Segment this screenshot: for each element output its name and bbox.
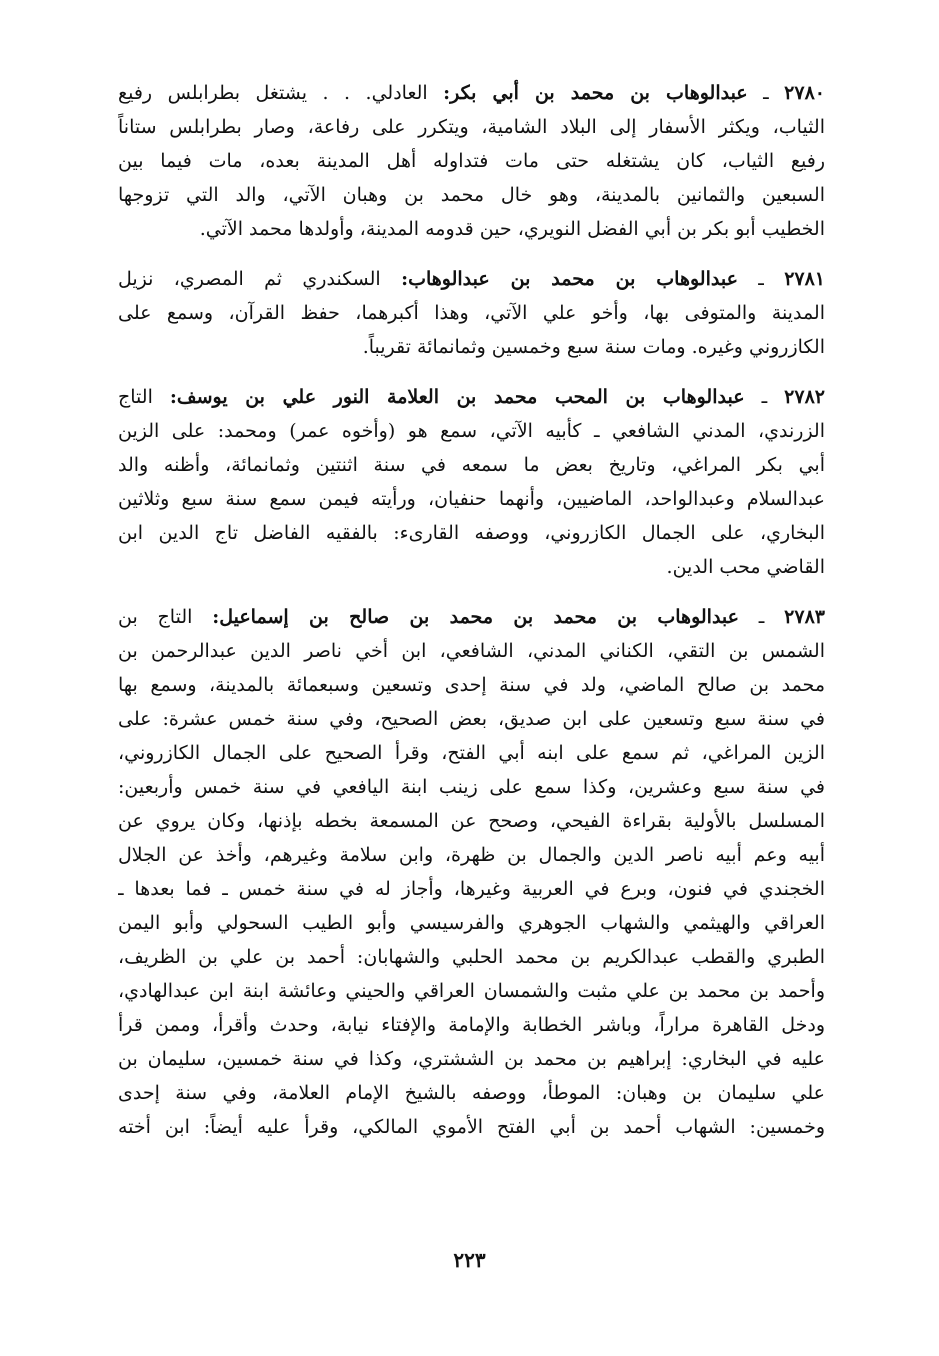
entry-number: ٢٧٨٣ [784, 606, 825, 628]
text-line: ٢٧٨٢ ـ عبدالوهاب بن المحب محمد بن العلامة النور علي بن يوسف: التاج [118, 386, 825, 408]
text-line: الشمس بن التقي، الكناني المدني، الشافعي، ابن أخي ناصر الدين عبدالرحمن بن [118, 640, 825, 662]
text-line: علي سليمان بن وهبان: الموطأ، ووصفه بالشيخ الإمام العلامة، وفي سنة إحدى [118, 1082, 825, 1104]
text-line: الخجندي في فنون، وبرع في العربية وغيرها، وأجاز له في سنة خمس ـ فما بعدها ـ [118, 878, 825, 900]
text-line: وخمسين: الشهاب أحمد بن أبي الفتح الأموي المالكي، وقرأ عليه أيضاً: ابن أخته [118, 1116, 825, 1138]
text-line: أبي بكر المراغي، وتاريخ بعض ما سمعه في سنة اثنتين وثمانمائة، وأظنه والد [118, 454, 825, 476]
text-line: القاضي محب الدين. [666, 556, 825, 578]
biography-entry-2783 [118, 600, 825, 1144]
text-line: الطبري والقطب عبدالكريم بن محمد الحلبي والشهابان: أحمد بن علي بن الظريف، [118, 946, 825, 968]
page-number: ٢٢٣ [453, 1248, 486, 1272]
entry-text: التاج [118, 386, 153, 408]
text-line: في سنة سبع وعشرين، وكذا سمع على زينب ابنة اليافعي في سنة خمس وأربعين: [118, 776, 825, 798]
text-line: السبعين والثمانين بالمدينة، وهو خال محمد بن وهبان الآتي، والد التي تزوجها [118, 184, 825, 206]
entry-heading: عبدالوهاب بن محمد بن محمد بن صالح بن إسماعيل: [212, 606, 739, 628]
text-line: محمد بن صالح الماضي، ولد في سنة إحدى وتسعين وسبعمائة بالمدينة، وسمع بها [118, 674, 825, 696]
text-line: الزرندي، المدني الشافعي ـ كأبيه الآتي، سمع هو (وأخوه عمر) ومحمد: على الزين [118, 420, 825, 442]
text-line: ٢٧٨٠ ـ عبدالوهاب بن محمد بن أبي بكر: العادلي. . . يشتغل بطرابلس رفيع [118, 82, 825, 104]
biography-entry-2781 [118, 262, 825, 364]
text-line: ٢٧٨١ ـ عبدالوهاب بن محمد بن عبدالوهاب: السكندري ثم المصري، نزيل [118, 268, 825, 290]
text-line: عليه في البخاري: إبراهيم بن محمد بن الششتري، وكذا في سنة خمسين، سليمان بن [118, 1048, 825, 1070]
entry-heading: عبدالوهاب بن محمد بن عبدالوهاب: [401, 268, 738, 290]
entry-heading: عبدالوهاب بن المحب محمد بن العلامة النور علي بن يوسف: [169, 386, 745, 408]
biography-entry-2782 [118, 380, 825, 584]
text-line: الكازروني وغيره. ومات سنة سبع وخمسين وثمانمائة تقريباً. [362, 336, 825, 358]
text-line: الزين المراغي، ثم سمع على ابنه أبي الفتح، وقرأ الصحيح على الجمال الكازروني، [118, 742, 825, 764]
text-line: في سنة سبع وتسعين على ابن صديق، بعض الصحيح، وفي سنة خمس عشرة: على [118, 708, 825, 730]
entry-number: ٢٧٨٢ [784, 386, 825, 408]
entry-text: العادلي. . . يشتغل بطرابلس رفيع [118, 82, 428, 104]
text-line: عبدالسلام وعبدالواحد، الماضيين، وأنهما حنفيان، ورأيته فيمن سمع سنة سبع وثلاثين [118, 488, 825, 510]
text-line: رفيع الثياب، كان يشتغله حتى مات فتداوله أهل المدينة بعده، مات فيما بين [118, 150, 825, 172]
text-line: الثياب، ويكثر الأسفار إلى البلاد الشامية، ويتكرر على رفاعة، وصار بطرابلس ستاناً [118, 116, 825, 138]
entry-number: ٢٧٨٠ [784, 82, 825, 104]
entry-number: ٢٧٨١ [784, 268, 825, 290]
text-line: البخاري، على الجمال الكازروني، ووصفه القارىء: بالفقيه الفاضل تاج الدين ابن [118, 522, 825, 544]
entry-text: السكندري ثم المصري، نزيل [118, 268, 381, 290]
text-line: العراقي والهيثمي والشهاب الجوهري والفرسيسي وأبو الطيب السحولي وأبو اليمن [118, 912, 825, 934]
entry-text: التاج بن [118, 606, 193, 628]
text-line: المسلسل بالأولية بقراءة الفيحي، وصحح عن المسمعة بخطه بإذنها، وكان يروي عن [118, 810, 825, 832]
text-line: الخطيب أبو بكر بن أبي الفضل النويري، حين قدومه المدينة، وأولدها محمد الآتي. [199, 218, 825, 240]
entry-heading: عبدالوهاب بن محمد بن أبي بكر: [443, 82, 748, 104]
text-line: أبيه وعم أبيه ناصر الدين والجمال بن ظهرة، وابن سلامة وغيرهم، وأخذ عن الجلال [118, 844, 825, 866]
text-line: ٢٧٨٣ ـ عبدالوهاب بن محمد بن محمد بن صالح بن إسماعيل: التاج بن [118, 606, 825, 628]
book-page [118, 76, 825, 1356]
text-line: وأحمد بن محمد بن علي مثبت والشمسان العراقي والحيني وعائشة ابنة ابن عبدالهادي، [118, 980, 825, 1002]
biography-entry-2780 [118, 76, 825, 246]
text-line: ودخل القاهرة مراراً، وباشر الخطابة والإمامة والإفتاء نيابة، وحدث وأقرأ، وممن قرأ [118, 1014, 825, 1036]
text-line: المدينة والمتوفى بها، وأخو علي الآتي، وهذا أكبرهما، حفظ القرآن، وسمع على [118, 302, 825, 324]
